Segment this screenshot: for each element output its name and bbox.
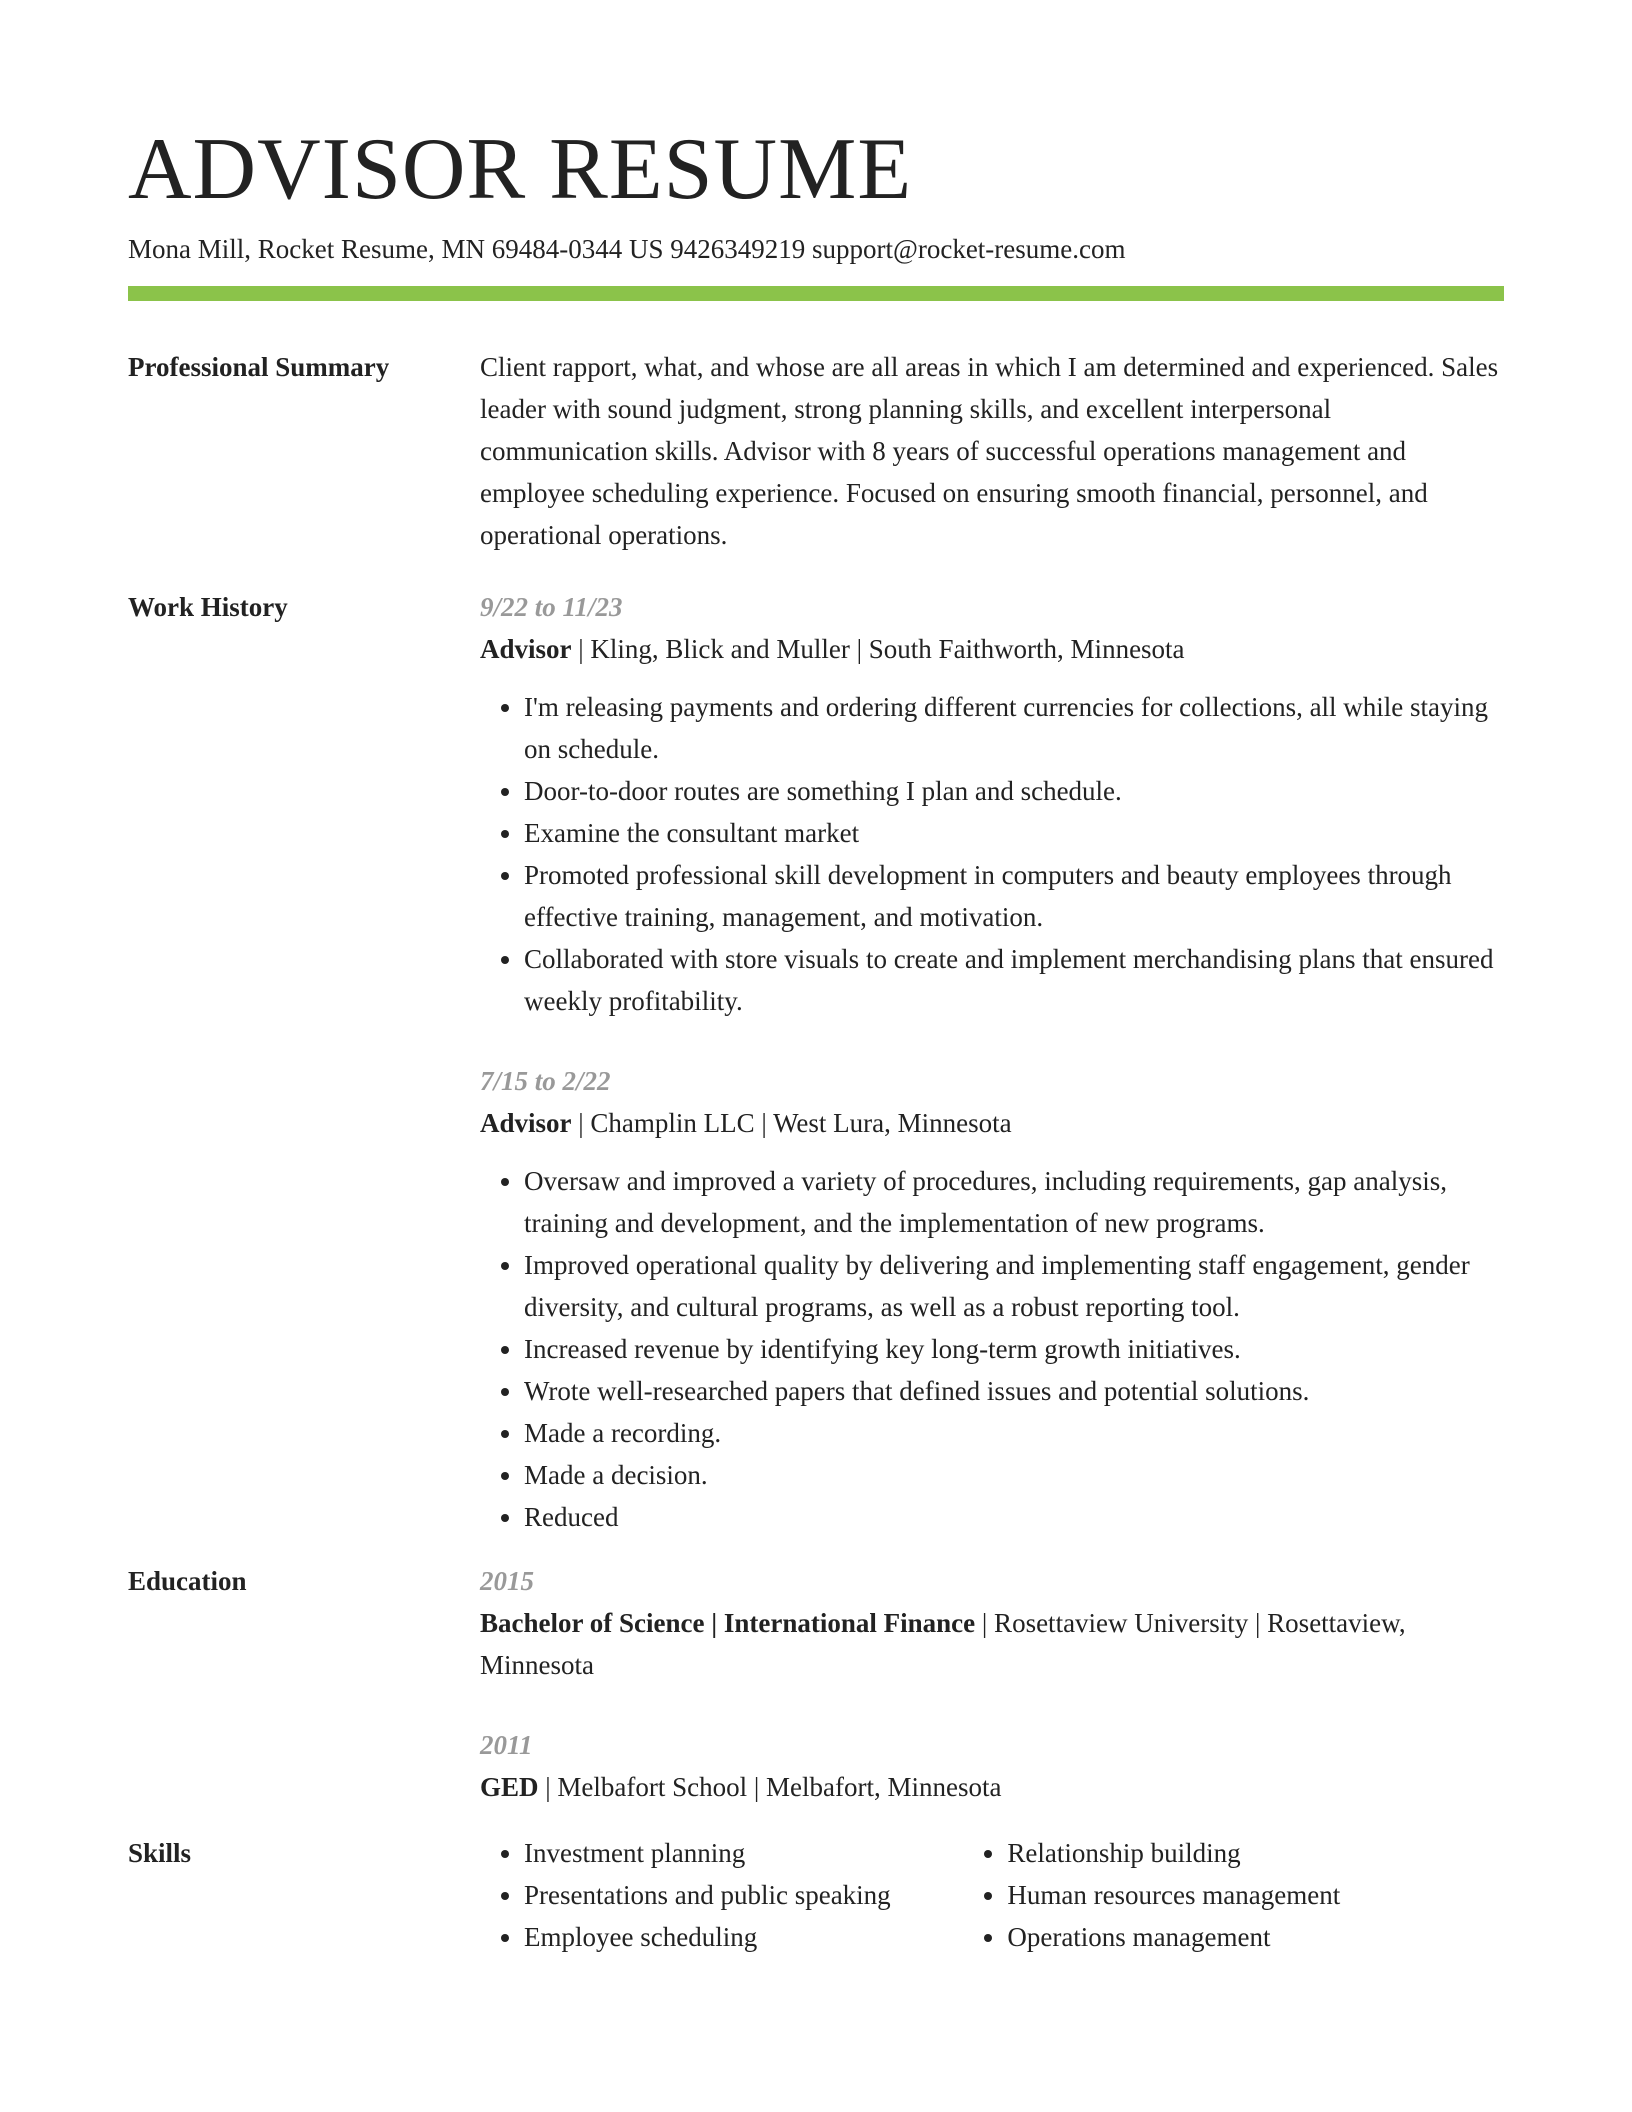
job-title: Advisor (480, 634, 572, 664)
job-role-line (480, 1102, 1504, 1144)
list-item: • Operations management (1007, 1916, 1504, 1958)
list-item: • Relationship building (1007, 1832, 1504, 1874)
resume-title: ADVISOR RESUME (128, 121, 913, 218)
education-body (480, 1560, 1504, 1808)
section-label-education: Education (128, 1566, 247, 1596)
education-line (480, 1766, 1504, 1808)
list-item: • Presentations and public speaking (524, 1874, 963, 1916)
education-degree: Bachelor of Science | International Finance (480, 1608, 976, 1638)
list-item: • Human resources management (1007, 1874, 1504, 1916)
skills-list-right (963, 1832, 1504, 1958)
education-details: | Rosettaview University | Rosettaview, Minnesota (480, 1608, 1406, 1680)
skills-body (480, 1832, 1504, 1958)
job-details: | Champlin LLC | West Lura, Minnesota (571, 1108, 1012, 1138)
list-item: • Employee scheduling (524, 1916, 963, 1958)
list-item: • Made a recording. (524, 1412, 1504, 1454)
education-year: 2011 (480, 1730, 533, 1760)
education-entry (480, 1724, 1504, 1808)
contact-line: Mona Mill, Rocket Resume, MN 69484-0344 US 9426349219 support@rocket-resume.com (128, 234, 1126, 264)
job-entry (480, 1060, 1504, 1538)
job-bullets (480, 1160, 1504, 1538)
accent-divider (128, 286, 1504, 301)
list-item: • Reduced (524, 1496, 1504, 1538)
job-dates: 9/22 to 11/23 (480, 592, 623, 622)
list-item: • Made a decision. (524, 1454, 1504, 1496)
list-item: • Wrote well-researched papers that defined issues and potential solutions. (524, 1370, 1504, 1412)
section-label-work-history: Work History (128, 592, 288, 622)
list-item: • Collaborated with store visuals to create and implement merchandising plans that ensured weekly profitability. (524, 938, 1504, 1022)
skills-list-left (480, 1832, 963, 1958)
section-label-skills: Skills (128, 1838, 192, 1868)
job-bullets (480, 686, 1504, 1022)
education-entry (480, 1560, 1504, 1686)
summary-text: Client rapport, what, and whose are all areas in which I am determined and experienced. Sales leader with sound judgment, strong planning skills, and excellent interpersonal communication skills. Advisor with 8 years of successful operations management and employee scheduling experience. Focused on ensuring smooth financial, personnel, and operational operations. (480, 352, 1499, 550)
job-dates: 7/15 to 2/22 (480, 1066, 611, 1096)
list-item: • Increased revenue by identifying key long-term growth initiatives. (524, 1328, 1504, 1370)
education-line (480, 1602, 1504, 1686)
job-entry (480, 586, 1504, 1022)
list-item: • Door-to-door routes are something I plan and schedule. (524, 770, 1504, 812)
list-item: • Improved operational quality by delivering and implementing staff engagement, gender diversity, and cultural programs, as well as a robust reporting tool. (524, 1244, 1504, 1328)
section-label-summary: Professional Summary (128, 352, 390, 382)
job-role-line (480, 628, 1504, 670)
list-item: • Promoted professional skill development in computers and beauty employees through effective training, management, and motivation. (524, 854, 1504, 938)
list-item: • Oversaw and improved a variety of procedures, including requirements, gap analysis, training and development, and the implementation of new programs. (524, 1160, 1504, 1244)
job-title: Advisor (480, 1108, 572, 1138)
job-details: | Kling, Blick and Muller | South Faithworth, Minnesota (571, 634, 1185, 664)
work-history-body (480, 586, 1504, 1538)
education-details: | Melbafort School | Melbafort, Minnesota (538, 1772, 1002, 1802)
summary-body (480, 346, 1504, 556)
list-item: • Examine the consultant market (524, 812, 1504, 854)
education-year: 2015 (480, 1566, 534, 1596)
list-item: • Investment planning (524, 1832, 963, 1874)
education-degree: GED (480, 1772, 539, 1802)
skills-columns (480, 1832, 1504, 1958)
list-item: • I'm releasing payments and ordering different currencies for collections, all while staying on schedule. (524, 686, 1504, 770)
